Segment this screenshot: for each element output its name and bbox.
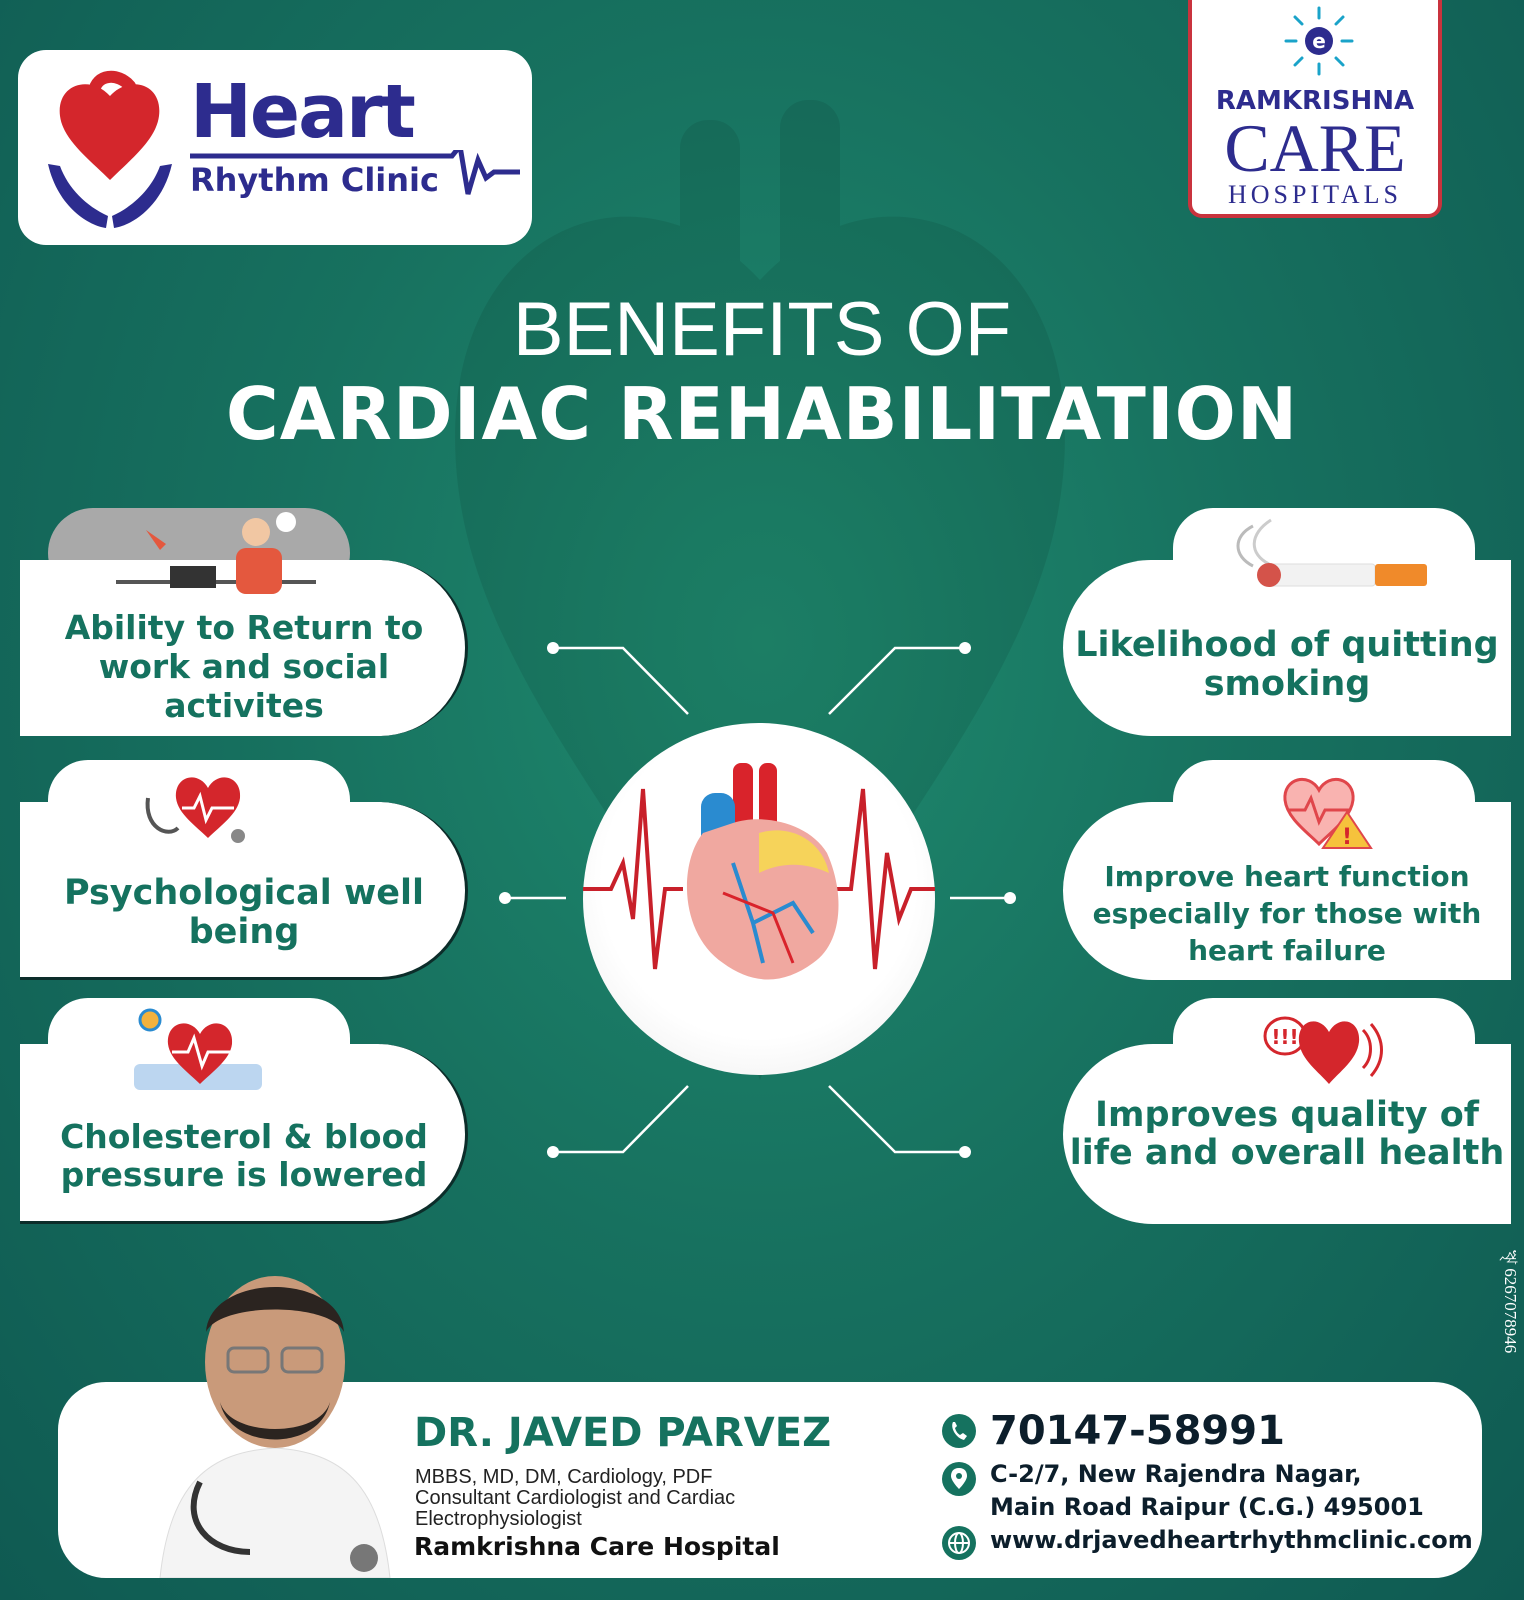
address-line1: C-2/7, New Rajendra Nagar, [990, 1460, 1362, 1488]
cigarette-icon [1213, 516, 1433, 592]
doctor-name: DR. JAVED PARVEZ [414, 1410, 832, 1456]
logo-title: Heart [190, 69, 414, 155]
doctor-qualifications [415, 1467, 835, 1530]
heart-stethoscope-icon [138, 768, 248, 848]
website-link[interactable]: www.drjavedheartrhythmclinic.com [990, 1526, 1473, 1554]
phone-icon [942, 1414, 976, 1448]
benefit-text: Psychological well being [63, 873, 425, 952]
doctor-photo [140, 1252, 410, 1578]
qualification-line: MBBS, MD, DM, Cardiology, PDF [415, 1466, 713, 1488]
partner-line2: CARE [1224, 110, 1406, 186]
person-working-at-desk-icon [116, 510, 316, 598]
blood-pressure-heart-icon [128, 1008, 268, 1092]
globe-icon [942, 1526, 976, 1560]
benefit-card-quit-smoking [1063, 508, 1511, 736]
partner-line1: RAMKRISHNA [1215, 86, 1415, 116]
benefit-card-return-to-work [20, 508, 468, 736]
benefit-text: Ability to Return to work and social activites [64, 608, 424, 725]
heart-warning-icon [1275, 768, 1375, 852]
benefit-card-quality-of-life [1063, 998, 1511, 1224]
benefit-text: Improves quality of life and overall health [1069, 1095, 1505, 1173]
benefit-text: Cholesterol & blood pressure is lowered [60, 1117, 428, 1194]
anatomical-heart-icon [583, 723, 935, 1075]
svg-text:!: ! [1341, 825, 1353, 850]
svg-text:e: e [1312, 29, 1326, 53]
heart-alert-icon [1263, 1006, 1383, 1090]
location-pin-icon [942, 1462, 976, 1496]
center-heart-circle [583, 723, 935, 1075]
headline-line2: CARDIAC REHABILITATION [225, 372, 1299, 456]
address-line2: Main Road Raipur (C.G.) 495001 [990, 1493, 1424, 1521]
side-vertical-code: ৠ 6267078946 [1501, 1250, 1520, 1354]
svg-text:!!!: !!! [1271, 1025, 1299, 1049]
benefit-card-heart-function [1063, 760, 1511, 980]
benefit-card-cholesterol [20, 998, 468, 1224]
benefit-card-psychological [20, 760, 468, 980]
benefit-text: Likelihood of quitting smoking [1075, 625, 1499, 704]
qualification-line: Consultant Cardiologist and Cardiac [415, 1487, 736, 1509]
benefit-text: Improve heart function especially for those with heart failure [1092, 860, 1482, 967]
phone-number[interactable]: 70147-58991 [990, 1408, 1285, 1454]
headline-line1: BENEFITS OF [512, 287, 1012, 372]
doctor-hospital: Ramkrishna Care Hospital [414, 1532, 780, 1561]
logo-subtitle: Rhythm Clinic [190, 161, 439, 199]
qualification-line: Electrophysiologist [415, 1508, 582, 1530]
partner-line3: HOSPITALS [1227, 180, 1403, 209]
address [990, 1458, 1424, 1524]
